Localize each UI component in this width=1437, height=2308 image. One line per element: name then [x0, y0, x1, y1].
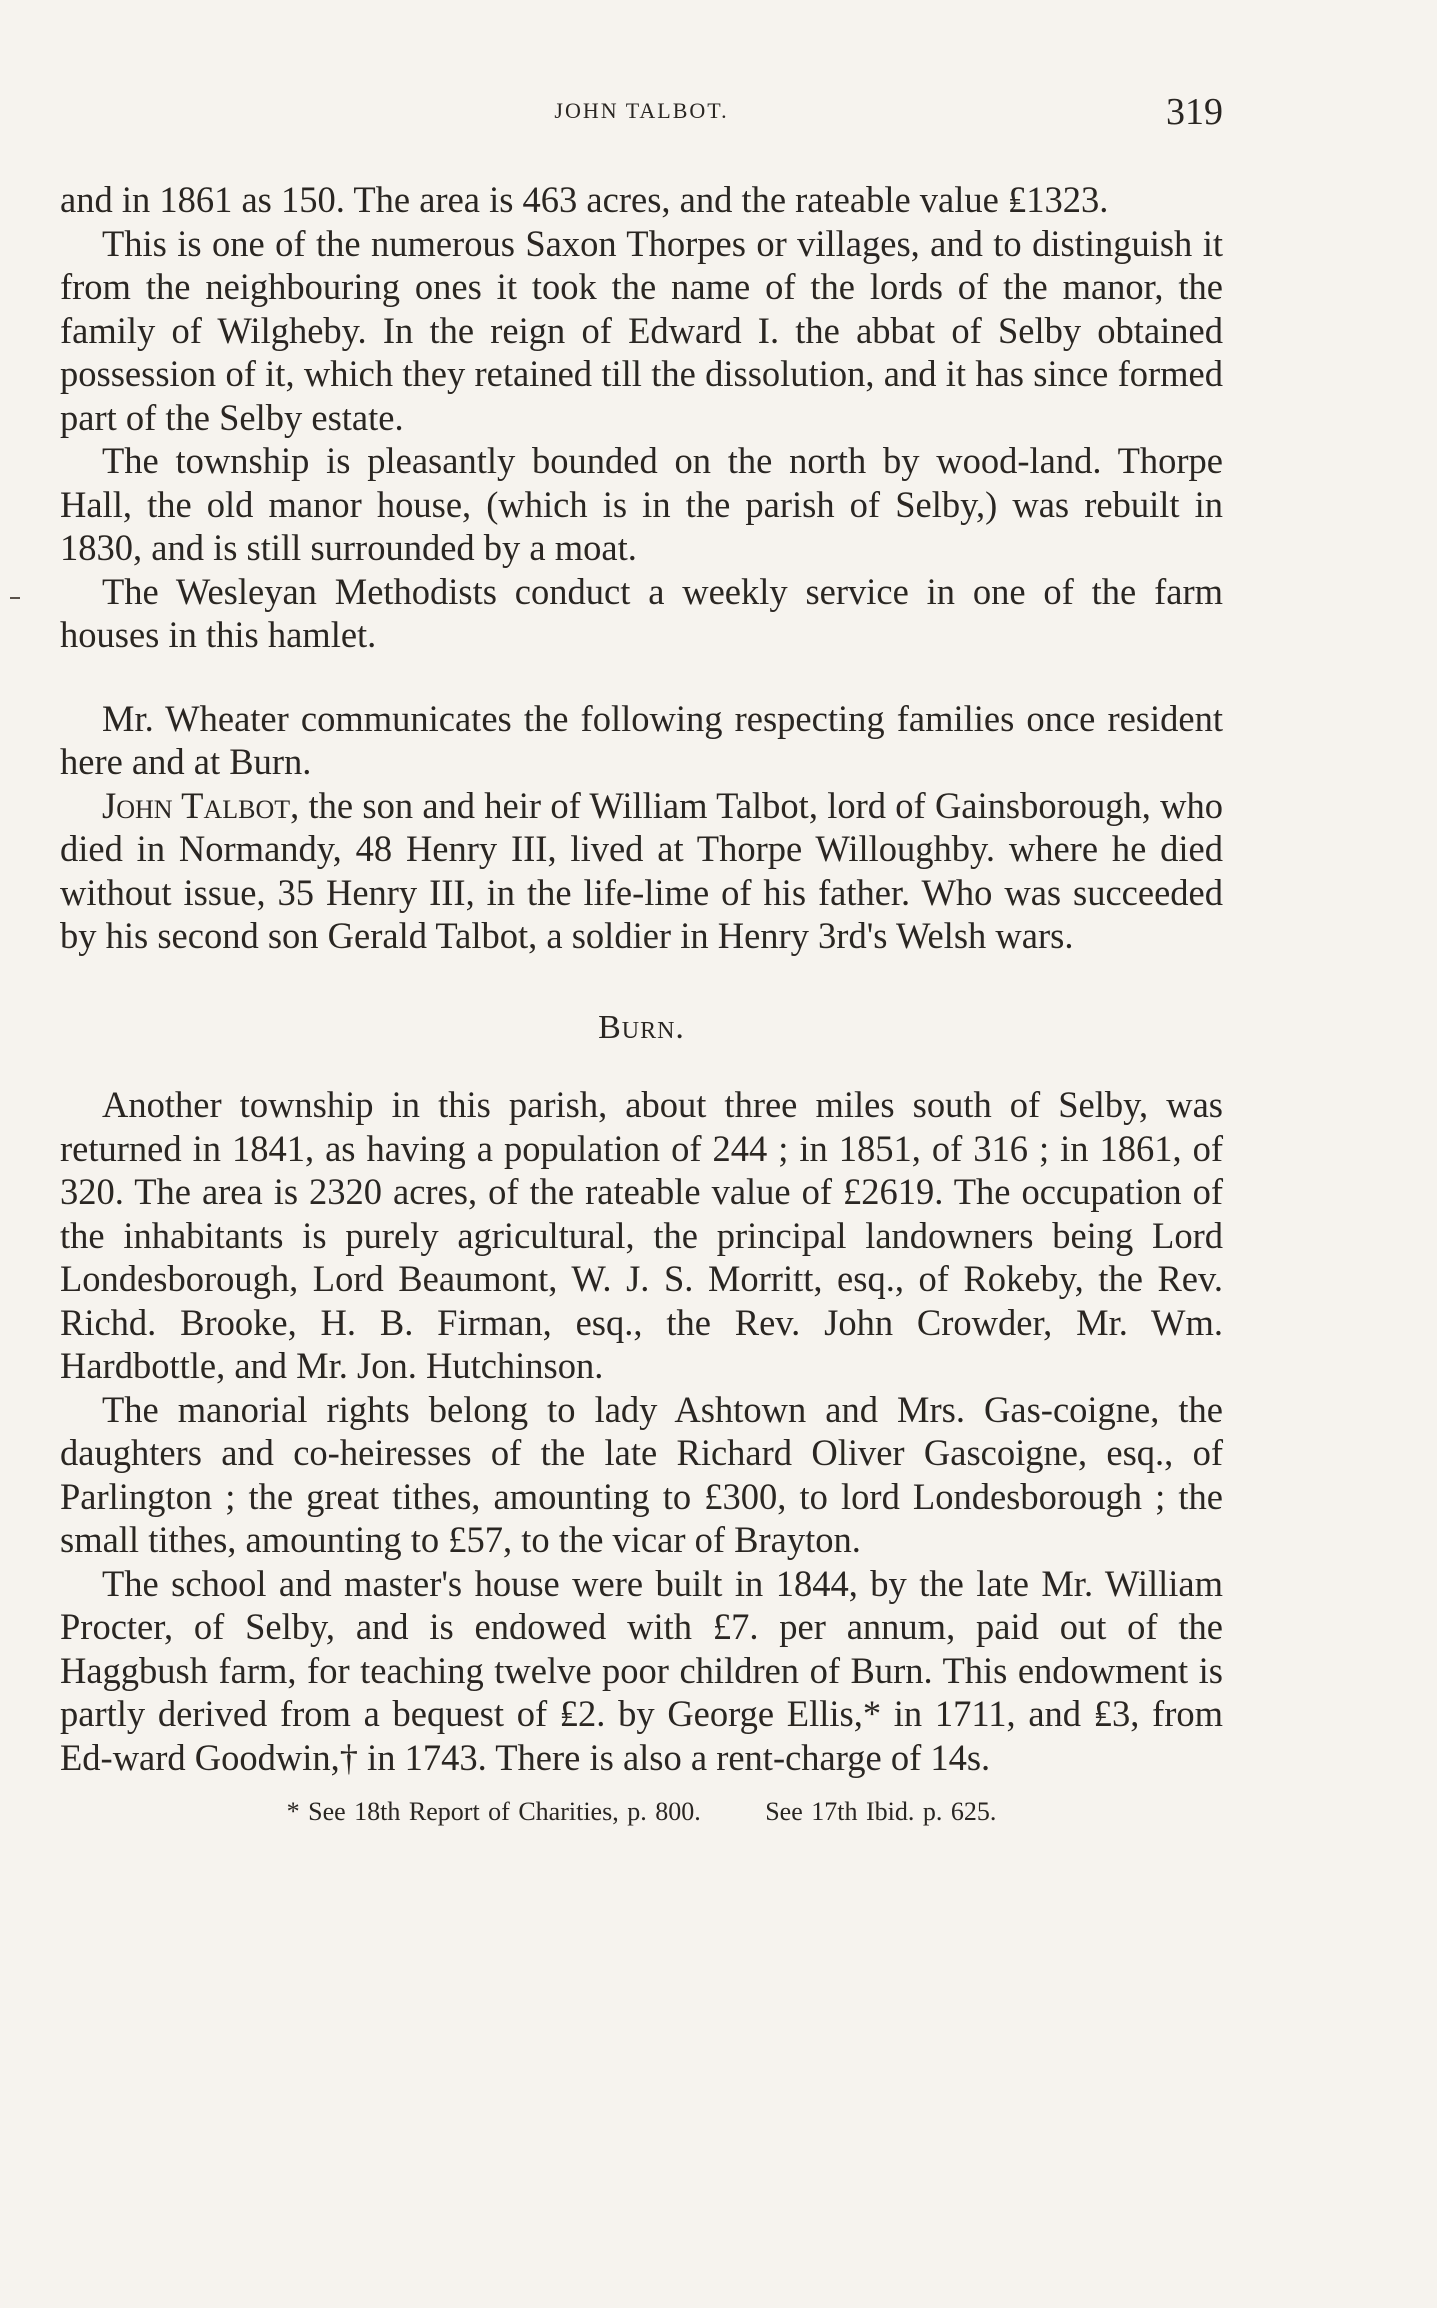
john-talbot-text: , the son and heir of William Talbot, lord of Gainsborough, who died in Normandy, 48 Henry III, lived at Thorpe Willoughby. where he died without issue, 35 Henry III, in the life-lime of his father. Who was succeeded by his second son Gerald Talbot, a soldier in Henry 3rd's Welsh wars.: [60, 784, 1224, 956]
section-heading-burn: Burn.: [598, 1008, 685, 1046]
running-title: JOHN TALBOT.: [554, 98, 729, 123]
page-number: 319: [1166, 91, 1223, 133]
body-text: [60, 178, 1223, 1779]
john-talbot-name: John Talbot: [102, 784, 291, 826]
page-header: [60, 90, 1223, 140]
paragraph-saxon-thorpes: This is one of the numerous Saxon Thorpes or villages, and to distinguish it from the neighbouring ones it took the name of the lords of the manor, the family of Wilgheby. In the reign of Edward I. the abbat of Selby obtained possession of it, which they retained till the dissolution, and it has since formed part of the Selby estate.: [60, 222, 1223, 438]
paragraph-area-value: and in 1861 as 150. The area is 463 acres, and the rateable value ₤1323.: [60, 179, 1109, 220]
paragraph-manorial-rights: The manorial rights belong to lady Ashtown and Mrs. Gas-coigne, the daughters and co-heiresses of the late Richard Oliver Gascoigne, esq., of Parlington ; the great tithes, amounting to £300, to lord Londesborough ; the small tithes, amounting to £57, to the vicar of Brayton.: [60, 1388, 1223, 1560]
paragraph-wesleyan: The Wesleyan Methodists conduct a weekly service in one of the farm houses in this hamlet.: [60, 570, 1223, 655]
footnote-1: * See 18th Report of Charities, p. 800.: [286, 1797, 701, 1826]
paragraph-john-talbot: [60, 784, 1223, 958]
paragraph-burn-township: Another township in this parish, about three miles south of Selby, was returned in 1841, as having a population of 244 ; in 1851, of 316 ; in 1861, of 320. The area is 2320 acres, of the rateable value of £2619. The occupation of the inhabitants is purely agricultural, the principal landowners being Lord Londesborough, Lord Beaumont, W. J. S. Morritt, esq., of Rokeby, the Rev. Richd. Brooke, H. B. Firman, esq., the Rev. John Crowder, Mr. Wm. Hardbottle, and Mr. Jon. Hutchinson.: [60, 1084, 1223, 1386]
paragraph-school: The school and master's house were built in 1844, by the late Mr. William Procter, of Selby, and is endowed with £7. per annum, paid out of the Haggbush farm, for teaching twelve poor children of Burn. This endowment is partly derived from a bequest of ₤2. by George Ellis,* in 1711, and ₤3, from Ed-ward Goodwin,† in 1743. There is also a rent-charge of 14s.: [60, 1562, 1223, 1778]
footnotes: [60, 1797, 1223, 1827]
paragraph-wheater: Mr. Wheater communicates the following respecting families once resident here and at Burn.: [60, 697, 1223, 782]
paragraph-township-bounds: The township is pleasantly bounded on the north by wood-land. Thorpe Hall, the old manor house, (which is in the parish of Selby,) was rebuilt in 1830, and is still surrounded by a moat.: [60, 440, 1223, 568]
book-page: [60, 90, 1223, 1827]
footnote-2: See 17th Ibid. p. 625.: [765, 1797, 997, 1826]
margin-mark: [10, 597, 20, 599]
